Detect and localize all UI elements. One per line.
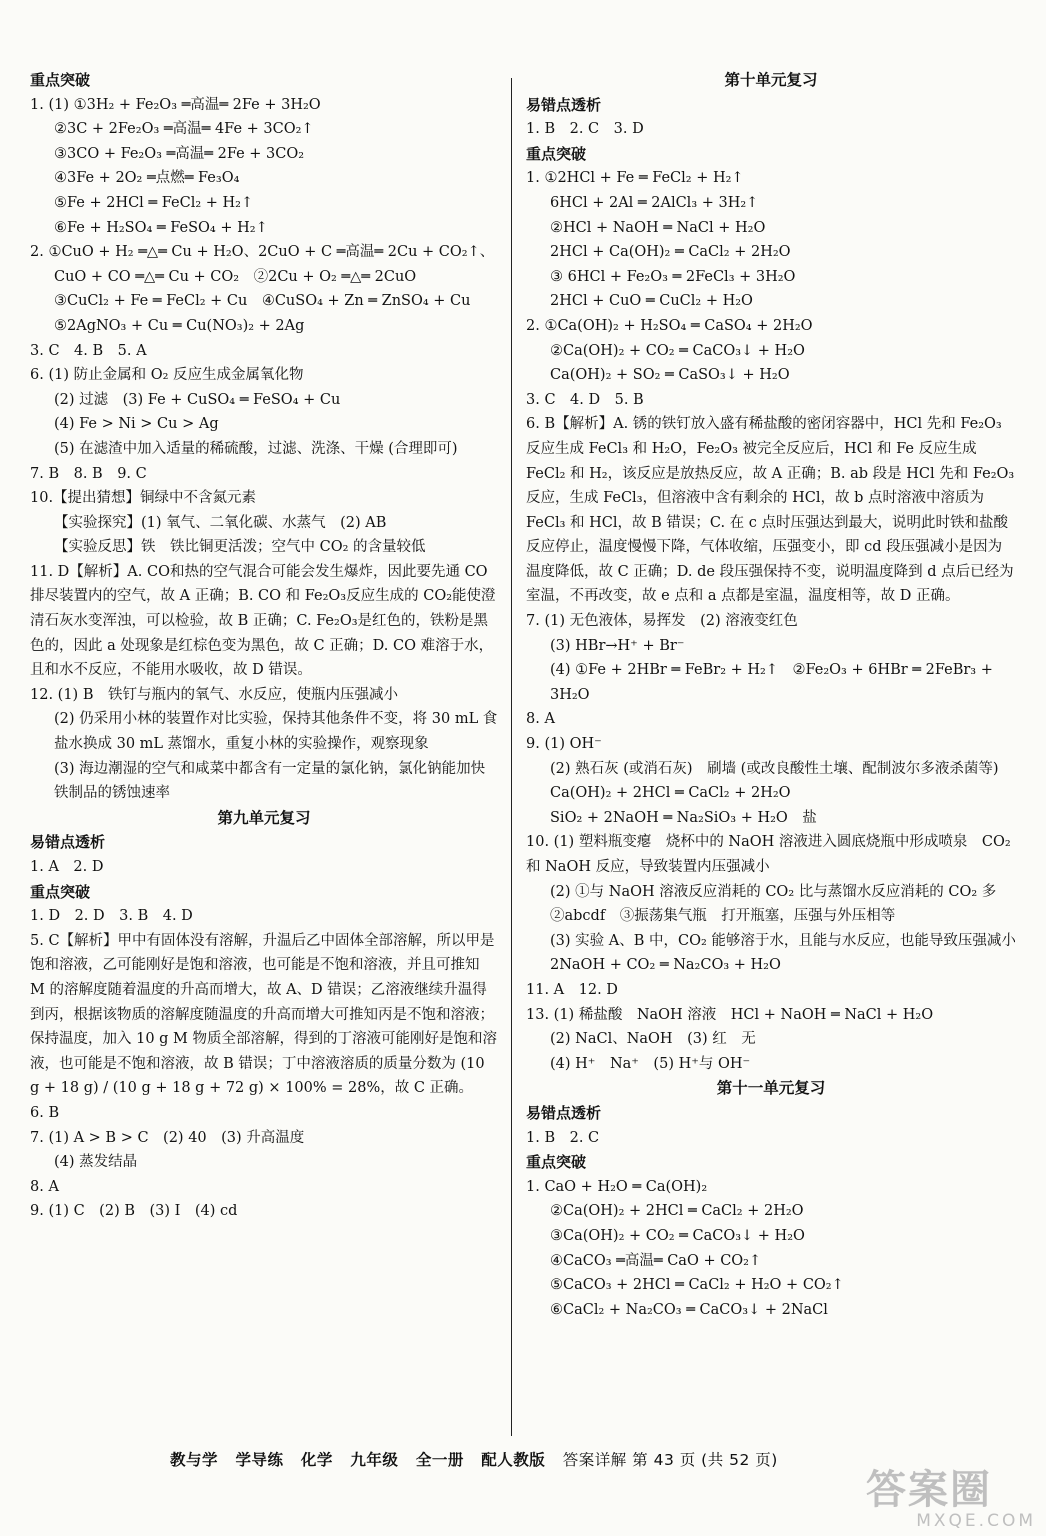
answer-line: ③CuCl₂ + Fe ═ FeCl₂ + Cu ④CuSO₄ + Zn ═ ZnSO₄ + Cu <box>54 293 471 310</box>
answer-line: (4) H⁺ Na⁺ (5) H⁺与 OH⁻ <box>550 1055 751 1072</box>
answer-line: (2) 熟石灰 (或消石灰) 刷墙 (或改良酸性土壤、配制波尔多液杀菌等) Ca(OH)₂ + 2HCl ═ CaCl₂ + 2H₂O <box>550 760 1013 802</box>
section-heading: 重点突破 <box>526 144 587 163</box>
right-column <box>526 68 1031 1322</box>
answer-line: 13. (1) 稀盐酸 NaOH 溶液 HCl + NaOH ═ NaCl + H₂O <box>526 1006 934 1023</box>
answer-line: ⑤2AgNO₃ + Cu ═ Cu(NO₃)₂ + 2Ag <box>54 317 305 334</box>
answer-line: (3) 海边潮湿的空气和咸菜中都含有一定量的氯化钠，氯化钠能加快铁制品的锈蚀速率 <box>54 760 486 802</box>
answer-line: 6HCl + 2Al ═ 2AlCl₃ + 3H₂↑ <box>550 194 759 211</box>
section-heading: 第九单元复习 <box>217 808 311 827</box>
footer-subject: 化学 <box>300 1451 333 1469</box>
footer-edition: 配人教版 <box>481 1451 546 1469</box>
answer-line: 1. A 2. D <box>30 859 104 875</box>
answer-line: 6. B <box>30 1104 60 1121</box>
section-heading: 易错点透析 <box>526 95 602 114</box>
answer-line: (2) ①与 NaOH 溶液反应消耗的 CO₂ 比与蒸馏水反应消耗的 CO₂ 多 ②abcdf ③振荡集气瓶 打开瓶塞，压强与外压相等 <box>550 883 1011 925</box>
section-heading: 重点突破 <box>30 71 91 89</box>
answer-line: CuO + CO ═△═ Cu + CO₂ ②2Cu + O₂ ═△═ 2CuO <box>54 268 417 285</box>
footer-volume: 全一册 <box>415 1451 464 1469</box>
answer-line: 1. D 2. D 3. B 4. D <box>30 908 193 925</box>
watermark-logo: 答案圈 <box>866 1467 992 1513</box>
answer-line: 1. B 2. C 3. D <box>526 121 644 138</box>
answer-line: 1. CaO + H₂O ═ Ca(OH)₂ <box>526 1178 708 1195</box>
answer-line: 9. (1) C (2) B (3) Ⅰ (4) cd <box>30 1203 238 1220</box>
answer-line: SiO₂ + 2NaOH ═ Na₂SiO₃ + H₂O 盐 <box>550 809 817 826</box>
answer-line: (2) NaCl、NaOH (3) 红 无 <box>550 1031 756 1048</box>
answer-line: (4) 蒸发结晶 <box>54 1154 138 1171</box>
answer-line: 10.【提出猜想】铜绿中不含氮元素 <box>30 490 257 507</box>
answer-line: 2HCl + Ca(OH)₂ ═ CaCl₂ + 2H₂O <box>550 244 791 261</box>
answer-line: 1. ①2HCl + Fe ═ FeCl₂ + H₂↑ <box>526 170 744 187</box>
page-footer <box>170 1448 890 1470</box>
answer-line: 6. B【解析】A. 锈的铁钉放入盛有稀盐酸的密闭容器中，HCl 先和 Fe₂O₃ 反应生成 FeCl₃ 和 H₂O，Fe₂O₃ 被完全反应后，HCl 和 Fe 反应生成 FeCl₂ 和 H₂，该反应是放热反应，故 A 正确；B. ab 段是 HCl 先和 Fe₂O₃ 反应，生成 FeCl₃，但溶液中含有剩余的 HCl，故 b 点时溶液中溶质为 FeCl₃ 和 HCl，故 B 错误；C. 在 c 点时压强达到最大，说明此时铁和盐酸反应停止，温度慢慢下降，气体收缩，压强变小，即 cd 段压强减小是因为温度降低，故 C 正确；D. de 段压强保持不变，说明温度降到 d 点后已经为室温，不再改变，故 e 点和 a 点都是室温，温度相等，故 D 正确。 <box>526 416 1015 605</box>
answer-line: 12. (1) B 铁钉与瓶内的氧气、水反应，使瓶内压强减小 <box>30 686 398 703</box>
section-heading: 易错点透析 <box>30 833 106 852</box>
answer-line: 10. (1) 塑料瓶变瘪 烧杯中的 NaOH 溶液进入圆底烧瓶中形成喷泉 CO₂ 和 NaOH 反应，导致装置内压强减小 <box>526 834 1011 875</box>
answer-line: 11. A 12. D <box>526 981 618 998</box>
answer-line: (4) Fe > Ni > Cu > Ag <box>54 416 219 433</box>
column-divider <box>511 78 512 1436</box>
footer-series: 学导练 <box>235 1451 284 1469</box>
answer-line: 3. C 4. B 5. A <box>30 342 147 359</box>
answer-line: 8. A <box>526 711 555 728</box>
answer-line: (5) 在滤渣中加入适量的稀硫酸，过滤、洗涤、干燥 (合理即可) <box>54 440 458 457</box>
watermark <box>866 1468 1036 1532</box>
answer-line: ④3Fe + 2O₂ ═点燃═ Fe₃O₄ <box>54 170 240 187</box>
answer-line: 3. C 4. D 5. B <box>526 391 644 408</box>
answer-line: 5. C【解析】甲中有固体没有溶解，升温后乙中固体全部溶解，所以甲是饱和溶液，乙可能刚好是饱和溶液，也可能是不饱和溶液，并且可推知 M 的溶解度随着温度的升高而增大，故 A、D 错误；乙溶液继续升温得到丙，根据该物质的溶解度随温度的升高而增大可推知丙是不饱和溶液；保持温度，加入 10 g M 物质全部溶解，得到的丁溶液可能刚好是饱和溶液，也可能是不饱和溶液，故 B 错误；丁中溶液溶质的质量分数为 (10 g + 18 g) / (10 g + 18 g + 72 g) × 100% = 28%，故 C 正确。 <box>30 932 498 1097</box>
answer-line: ⑥Fe + H₂SO₄ ═ FeSO₄ + H₂↑ <box>54 219 268 236</box>
watermark-url: MXQE.COM <box>916 1511 1036 1531</box>
left-column <box>30 68 498 1224</box>
section-heading: 重点突破 <box>526 1153 587 1172</box>
footer-page-number: 第 43 页 (共 52 页) <box>632 1451 778 1469</box>
section-heading: 重点突破 <box>30 882 91 901</box>
answer-line: ③ 6HCl + Fe₂O₃ ═ 2FeCl₃ + 3H₂O <box>550 268 796 285</box>
answer-line: ②3C + 2Fe₂O₃ ═高温═ 4Fe + 3CO₂↑ <box>54 121 314 138</box>
answer-line: ④CaCO₃ ═高温═ CaO + CO₂↑ <box>550 1252 762 1269</box>
answer-line: ⑥CaCl₂ + Na₂CO₃ ═ CaCO₃↓ + 2NaCl <box>550 1301 828 1318</box>
section-heading: 第十单元复习 <box>724 71 818 89</box>
footer-grade: 九年级 <box>350 1451 399 1469</box>
answer-line: 8. A <box>30 1178 59 1195</box>
answer-line: ②Ca(OH)₂ + CO₂ ═ CaCO₃↓ + H₂O <box>550 342 805 359</box>
answer-line: ⑤CaCO₃ + 2HCl ═ CaCl₂ + H₂O + CO₂↑ <box>550 1277 844 1294</box>
answer-line: ③3CO + Fe₂O₃ ═高温═ 2Fe + 3CO₂ <box>54 145 305 162</box>
answer-line: 6. (1) 防止金属和 O₂ 反应生成金属氧化物 <box>30 367 304 384</box>
answer-line: ②HCl + NaOH ═ NaCl + H₂O <box>550 219 766 236</box>
answer-line: ③Ca(OH)₂ + CO₂ ═ CaCO₃↓ + H₂O <box>550 1227 805 1244</box>
section-heading: 第十一单元复习 <box>716 1079 826 1098</box>
answer-line: Ca(OH)₂ + SO₂ ═ CaSO₃↓ + H₂O <box>550 367 790 384</box>
answer-line: 7. B 8. B 9. C <box>30 465 147 482</box>
answer-line: 11. D【解析】A. CO和热的空气混合可能会发生爆炸，因此要先通 CO 排尽装置内的空气，故 A 正确；B. CO 和 Fe₂O₃反应生成的 CO₂能使澄清石灰水变浑浊，可以检验，故 B 正确；C. Fe₂O₃是红色的，铁粉是黑色的，因此 a 处现象是红棕色变为黑色，故 C 正确；D. CO 难溶于水，且和水不反应，不能用水吸收，故 D 错误。 <box>30 563 496 679</box>
answer-line: 2HCl + CuO ═ CuCl₂ + H₂O <box>550 293 753 310</box>
footer-section: 答案详解 <box>562 1451 627 1469</box>
answer-line: 7. (1) 无色液体，易挥发 (2) 溶液变红色 <box>526 613 798 630</box>
answer-line: (3) 实验 A、B 中，CO₂ 能够溶于水，且能与水反应，也能导致压强减小 2NaOH + CO₂ ═ Na₂CO₃ + H₂O <box>550 932 1031 974</box>
answer-line: 9. (1) OH⁻ <box>526 736 602 753</box>
answer-line: (4) ①Fe + 2HBr ═ FeBr₂ + H₂↑ ②Fe₂O₃ + 6HBr ═ 2FeBr₃ + 3H₂O <box>550 662 993 703</box>
footer-brand: 教与学 <box>170 1451 219 1469</box>
answer-line: 7. (1) A > B > C (2) 40 (3) 升高温度 <box>30 1129 305 1146</box>
answer-line: 2. ①Ca(OH)₂ + H₂SO₄ ═ CaSO₄ + 2H₂O <box>526 317 813 334</box>
answer-line: 1. B 2. C <box>526 1129 600 1146</box>
answer-line: (2) 过滤 (3) Fe + CuSO₄ ═ FeSO₄ + Cu <box>54 391 341 408</box>
answer-line: (2) 仍采用小林的装置作对比实验，保持其他条件不变，将 30 mL 食盐水换成 30 mL 蒸馏水，重复小林的实验操作，观察现象 <box>54 711 498 753</box>
section-heading: 易错点透析 <box>526 1103 602 1122</box>
answer-line: 2. ①CuO + H₂ ═△═ Cu + H₂O、2CuO + C ═高温═ 2Cu + CO₂↑、 <box>30 244 495 261</box>
answer-line: 1. (1) ①3H₂ + Fe₂O₃ ═高温═ 2Fe + 3H₂O <box>30 96 321 113</box>
answer-line: ⑤Fe + 2HCl ═ FeCl₂ + H₂↑ <box>54 194 254 211</box>
answer-line: 【实验探究】(1) 氧气、二氧化碳、水蒸气 (2) AB <box>54 514 387 531</box>
answer-line: (3) HBr→H⁺ + Br⁻ <box>550 637 685 654</box>
answer-line: 【实验反思】铁 铁比铜更活泼；空气中 CO₂ 的含量较低 <box>54 539 426 556</box>
answer-line: ②Ca(OH)₂ + 2HCl ═ CaCl₂ + 2H₂O <box>550 1203 804 1220</box>
